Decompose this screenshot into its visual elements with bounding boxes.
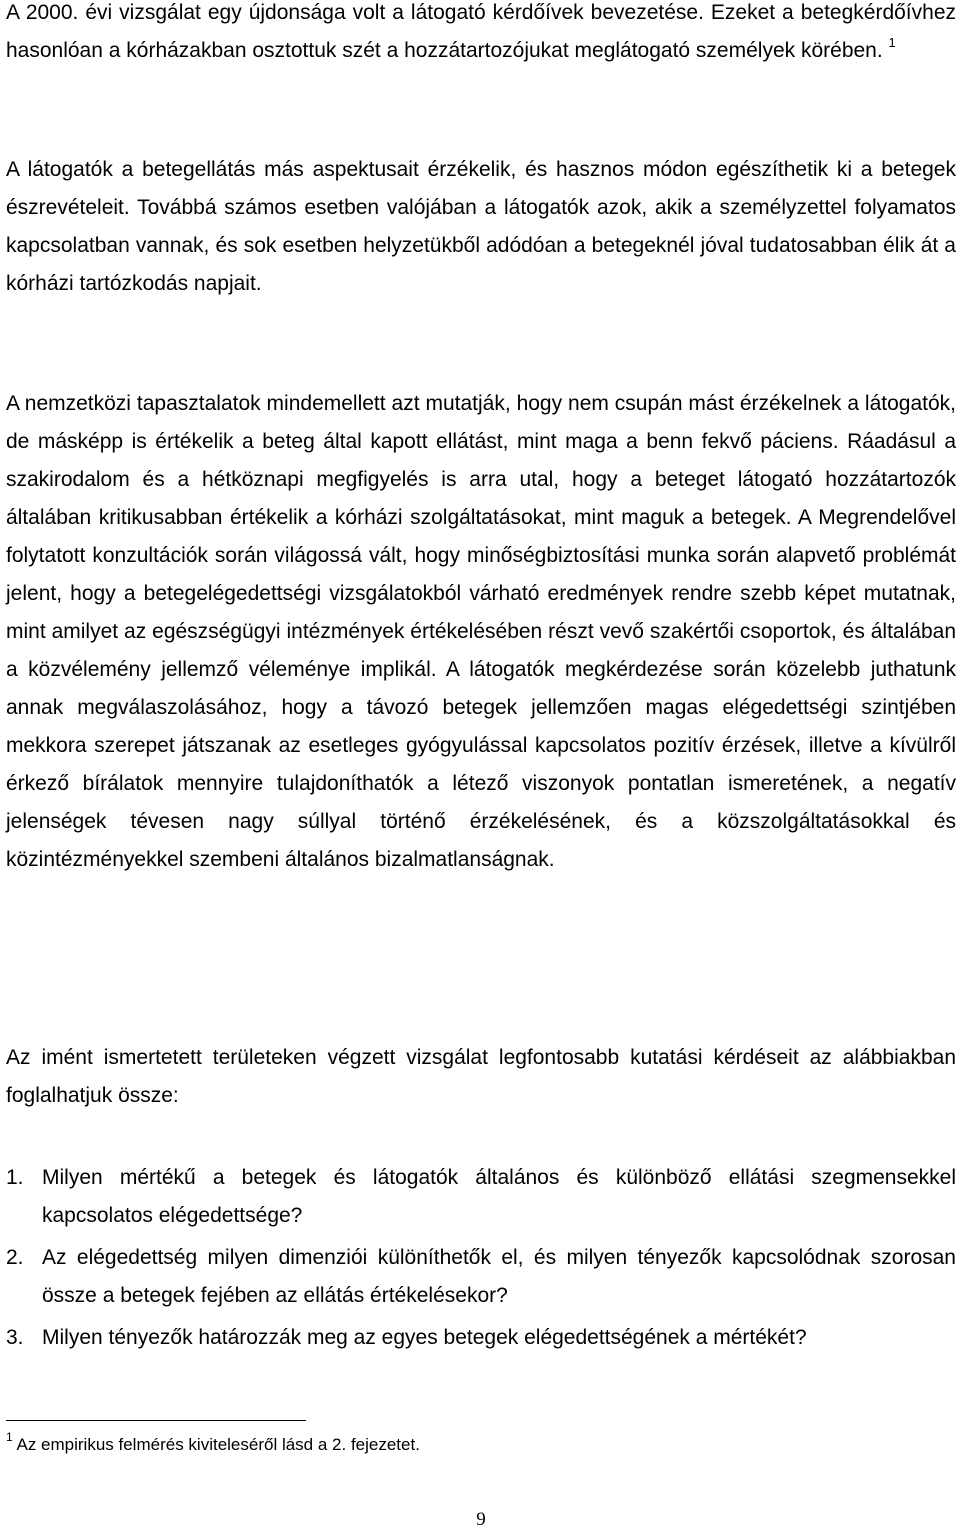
footnote-text: Az empirikus felmérés kiviteleséről lásd a 2. fejezetet. — [16, 1435, 420, 1454]
paragraph-visitor-questionnaires — [6, 0, 956, 70]
paragraph-international-experience: A nemzetközi tapasztalatok mindemellett azt mutatják, hogy nem csupán mást érzékelnek a látogatók, de másképp is értékelik a beteg által kapott ellátást, mint maga a benn fekvő páciens. Ráadásul a szakirodalom és a hétköznapi megfigyelés is arra utal, hogy a beteget látogató hozzátartozók általában kritikusabban értékelik a kórházi szolgáltatásokat, mint maguk a betegek. A Megrendelővel folytatott konzultációk során világossá vált, hogy minőségbiztosítási munka során alapvető problémát jelent, hogy a betegelégedettségi vizsgálatokból várható eredmények rendre szebb képet mutatnak, mint amilyet az egészségügyi intézmények értékelésében részt vevő szakértői csoportok, és általában a közvélemény jellemző véleménye implikál. A látogatók megkérdezése során közelebb juthatunk annak megválaszolásához, hogy a távozó betegek jellemzően magas elégedettségi szintjében mekkora szerepet játszanak az esetleges gyógyulással kapcsolatos pozitív érzések, illetve a kívülről érkező bírálatok mennyire tulajdoníthatók a létező viszonyok pontatlan ismeretének, a negatív jelenségek tévesen nagy súllyal történő érzékelésének, és a közszolgáltatásokkal és közintézményekkel szembeni általános bizalmatlanságnak. — [6, 392, 956, 871]
paragraph-research-questions-intro: Az imént ismertetett területeken végzett vizsgálat legfontosabb kutatási kérdéseit az alábbiakban foglalhatjuk össze: — [6, 1046, 956, 1107]
list-item-number: 1. — [6, 1166, 24, 1189]
list-item-text: Milyen mértékű a betegek és látogatók általános és különböző ellátási szegmensekkel kapcsolatos elégedettsége? — [42, 1166, 956, 1227]
footnote-marker: 1 — [6, 1430, 13, 1445]
list-item-number: 3. — [6, 1326, 24, 1349]
footnote-separator — [6, 1420, 306, 1421]
paragraph-visitor-perspective: A látogatók a betegellátás más aspektusait érzékelik, és hasznos módon egészíthetik ki a betegek észrevételeit. Továbbá számos esetben valójában a látogatók azok, akik a személyzettel folyamatos kapcsolatban vannak, és sok esetben helyzetükből adódóan a betegeknél jóval tudatosabban élik át a kórházi tartózkodás napjait. — [6, 158, 956, 295]
page-number: 9 — [476, 1509, 486, 1530]
footnote — [6, 1432, 420, 1458]
list-item — [6, 1239, 956, 1315]
list-item-text: Az elégedettség milyen dimenziói különíthetők el, és milyen tényezők kapcsolódnak szorosan össze a betegek fejében az ellátás értékelésekor? — [42, 1246, 956, 1307]
footnote-reference: 1 — [888, 35, 896, 50]
list-item-text: Milyen tényezők határozzák meg az egyes betegek elégedettségének a mértékét? — [42, 1326, 807, 1349]
paragraph-text: A 2000. évi vizsgálat egy újdonsága volt a látogató kérdőívek bevezetése. Ezeket a betegkérdőívhez hasonlóan a kórházakban osztottuk szét a hozzátartozójukat meglátogató személyek körében. — [6, 1, 956, 62]
list-item-number: 2. — [6, 1246, 24, 1269]
list-item — [6, 1159, 956, 1235]
research-questions-list — [6, 1159, 956, 1361]
list-item — [6, 1319, 956, 1357]
